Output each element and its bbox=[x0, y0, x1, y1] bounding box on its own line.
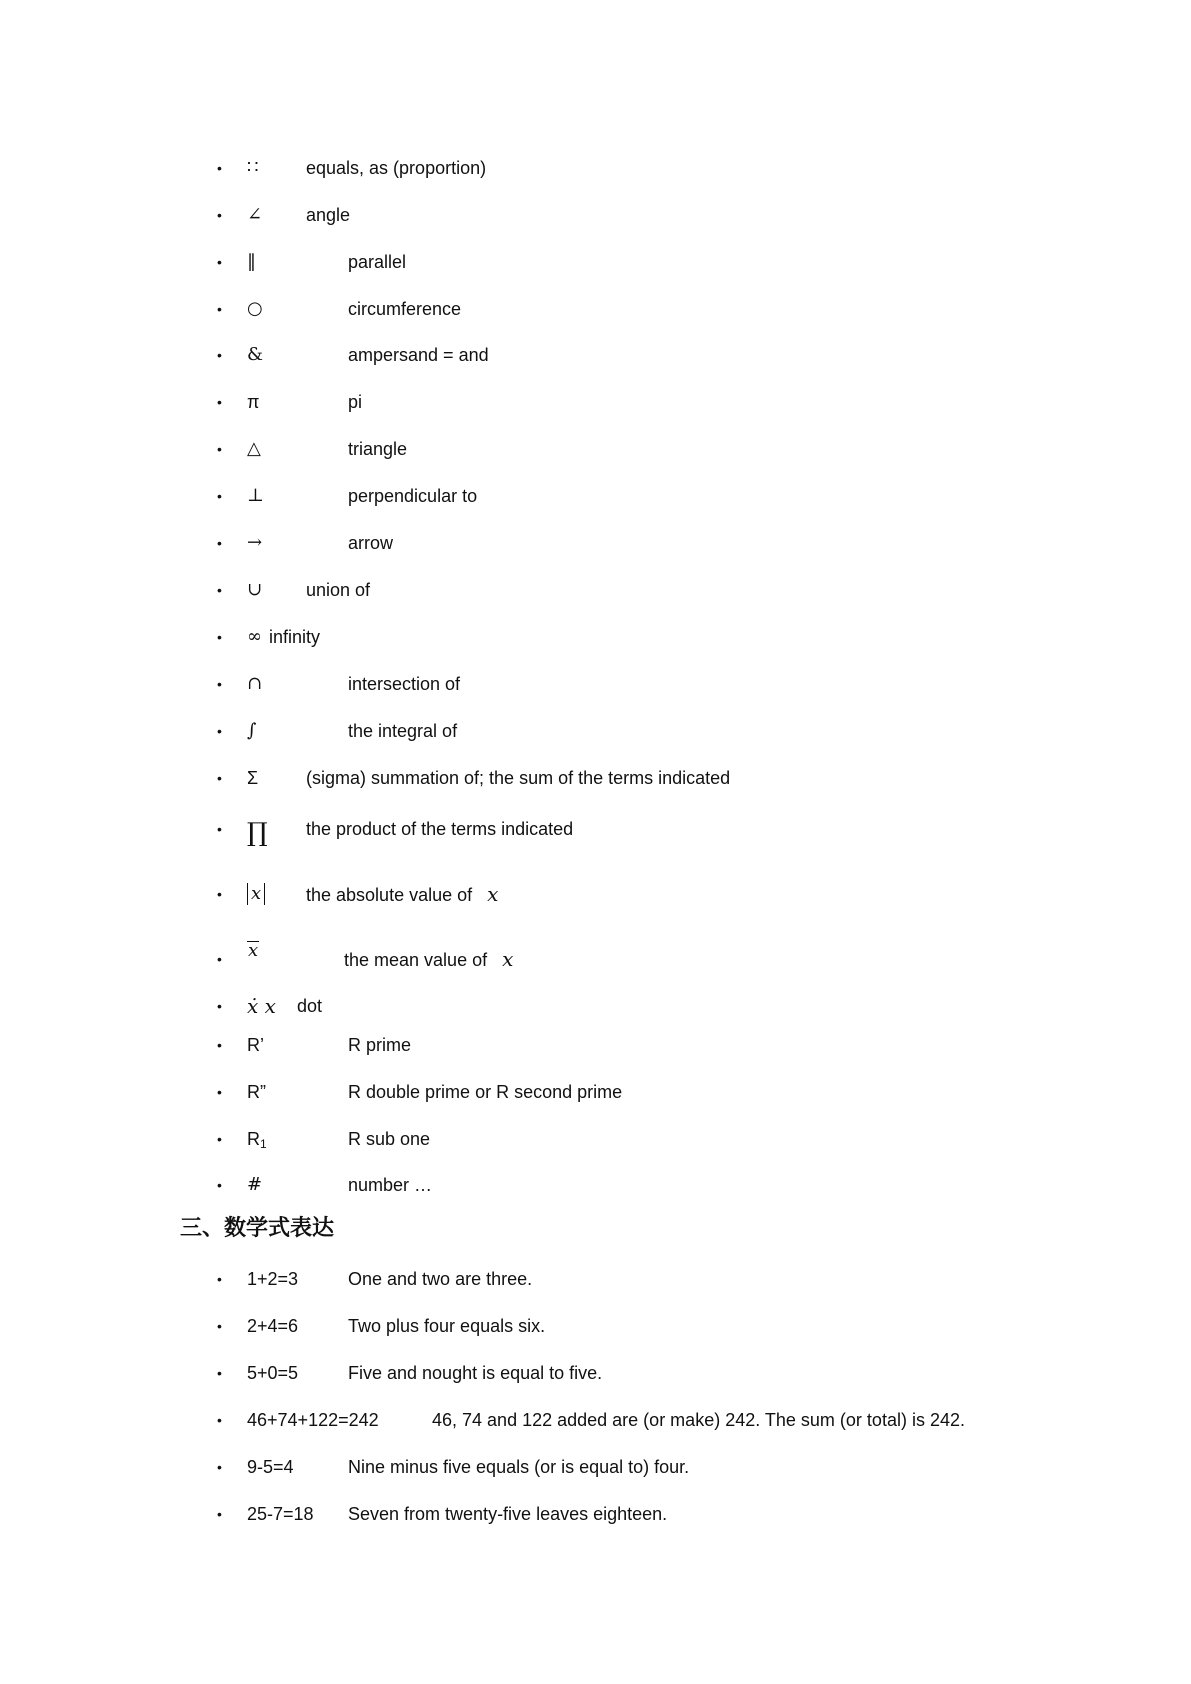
symbol: ○ bbox=[247, 298, 263, 319]
variable: x bbox=[487, 882, 499, 906]
symbol-description: (sigma) summation of; the sum of the terms indicated bbox=[306, 768, 731, 788]
symbol-subscript: 1 bbox=[260, 1137, 267, 1151]
symbol-description: arrow bbox=[348, 533, 394, 553]
symbol-description: ampersand = and bbox=[348, 345, 489, 365]
list-item bbox=[0, 879, 1191, 909]
formula-reading: Two plus four equals six. bbox=[348, 1316, 546, 1336]
bullet: • bbox=[217, 1271, 222, 1287]
list-item bbox=[0, 1311, 1191, 1341]
bullet: • bbox=[217, 629, 222, 645]
symbol bbox=[247, 879, 265, 909]
symbol: ‖ bbox=[247, 251, 256, 272]
symbol: Σ bbox=[247, 768, 259, 788]
bullet: • bbox=[217, 207, 222, 223]
bullet: • bbox=[217, 886, 222, 902]
list-item bbox=[0, 387, 1191, 417]
formula: 25-7=18 bbox=[247, 1504, 314, 1524]
symbol-description bbox=[344, 944, 513, 975]
bullet: • bbox=[217, 770, 222, 786]
symbol: ∩ bbox=[247, 673, 263, 694]
formula: 9-5=4 bbox=[247, 1457, 294, 1477]
symbol-description: union of bbox=[306, 580, 371, 600]
list-item bbox=[0, 763, 1191, 793]
list-item bbox=[0, 1499, 1191, 1529]
formula: 1+2=3 bbox=[247, 1269, 299, 1289]
list-item bbox=[0, 814, 1191, 848]
bullet: • bbox=[217, 582, 222, 598]
description-text: the mean value of bbox=[344, 950, 488, 970]
list-item bbox=[0, 434, 1191, 464]
list-item bbox=[0, 1077, 1191, 1107]
list-item bbox=[0, 528, 1191, 558]
symbol: ẋ x bbox=[247, 994, 276, 1018]
symbol-description bbox=[306, 879, 498, 910]
symbol-description: infinity bbox=[269, 627, 321, 647]
bullet: • bbox=[217, 1459, 222, 1475]
symbol: △ bbox=[247, 438, 261, 459]
bullet: • bbox=[217, 998, 222, 1014]
symbol: ⊥ bbox=[247, 485, 264, 506]
bullet: • bbox=[217, 394, 222, 410]
bullet: • bbox=[217, 1412, 222, 1428]
symbol-description: number … bbox=[348, 1175, 433, 1195]
list-item bbox=[0, 294, 1191, 324]
symbol: ∪ bbox=[247, 579, 263, 600]
list-item bbox=[0, 716, 1191, 746]
symbol: ∞ bbox=[247, 626, 262, 647]
symbol: π bbox=[247, 392, 260, 412]
formula: 46+74+122=242 bbox=[247, 1410, 379, 1430]
variable: x bbox=[502, 947, 514, 971]
list-item bbox=[0, 340, 1191, 370]
list-item bbox=[0, 1030, 1191, 1060]
description-text: the absolute value of bbox=[306, 885, 473, 905]
symbol: ∠ bbox=[247, 204, 263, 225]
symbol-description: intersection of bbox=[348, 674, 461, 694]
formula: 5+0=5 bbox=[247, 1363, 299, 1383]
formula-reading: One and two are three. bbox=[348, 1269, 533, 1289]
bullet: • bbox=[217, 1131, 222, 1147]
symbol-description: circumference bbox=[348, 299, 462, 319]
bullet: • bbox=[217, 254, 222, 270]
list-item bbox=[0, 247, 1191, 277]
list-item bbox=[0, 940, 1191, 974]
symbol-description: the product of the terms indicated bbox=[306, 819, 574, 839]
symbol: ∏ bbox=[247, 818, 268, 848]
symbol-description: the integral of bbox=[348, 721, 458, 741]
list-item bbox=[0, 200, 1191, 230]
formula: 2+4=6 bbox=[247, 1316, 299, 1336]
list-item bbox=[0, 1124, 1191, 1154]
symbol: → bbox=[247, 532, 263, 553]
bullet: • bbox=[217, 441, 222, 457]
list-item bbox=[0, 481, 1191, 511]
symbol: R’ bbox=[247, 1035, 264, 1055]
bullet: • bbox=[217, 1084, 222, 1100]
list-item bbox=[0, 991, 1191, 1021]
list-item bbox=[0, 669, 1191, 699]
symbol: R” bbox=[247, 1082, 266, 1102]
list-item bbox=[0, 1452, 1191, 1482]
section-heading: 三、数学式表达 bbox=[180, 1216, 335, 1241]
symbol-description: triangle bbox=[348, 439, 408, 459]
symbol: & bbox=[247, 344, 264, 365]
bullet: • bbox=[217, 1365, 222, 1381]
symbol-description: R double prime or R second prime bbox=[348, 1082, 623, 1102]
bullet: • bbox=[217, 347, 222, 363]
list-item bbox=[0, 1405, 1191, 1435]
symbol-description: perpendicular to bbox=[348, 486, 478, 506]
symbol-description: R prime bbox=[348, 1035, 412, 1055]
symbol-description: R sub one bbox=[348, 1129, 431, 1149]
bullet: • bbox=[217, 821, 222, 837]
list-item bbox=[0, 1170, 1191, 1200]
formula-reading: Five and nought is equal to five. bbox=[348, 1363, 603, 1383]
mean-notation: x bbox=[248, 940, 259, 961]
list-item bbox=[0, 622, 1191, 652]
bullet: • bbox=[217, 676, 222, 692]
bullet: • bbox=[217, 1177, 222, 1193]
symbol-base: R bbox=[247, 1129, 260, 1149]
bullet: • bbox=[217, 488, 222, 504]
symbol: ∫ bbox=[247, 720, 257, 741]
symbol-description: equals, as (proportion) bbox=[306, 158, 487, 178]
bullet: • bbox=[217, 1506, 222, 1522]
symbol: # bbox=[247, 1174, 263, 1195]
symbol bbox=[247, 936, 259, 966]
symbol bbox=[247, 1124, 267, 1159]
list-item bbox=[0, 1264, 1191, 1294]
bullet: • bbox=[217, 951, 222, 967]
absolute-value-notation: x bbox=[247, 883, 265, 905]
symbol-description: angle bbox=[306, 205, 351, 225]
list-item bbox=[0, 575, 1191, 605]
formula-reading: Nine minus five equals (or is equal to) four. bbox=[348, 1457, 690, 1477]
bullet: • bbox=[217, 301, 222, 317]
symbol-description: dot bbox=[297, 996, 323, 1016]
list-item bbox=[0, 1358, 1191, 1388]
bullet: • bbox=[217, 1318, 222, 1334]
bullet: • bbox=[217, 160, 222, 176]
symbol-description: parallel bbox=[348, 252, 407, 272]
list-item bbox=[0, 153, 1191, 183]
formula-reading: 46, 74 and 122 added are (or make) 242. The sum (or total) is 242. bbox=[432, 1410, 965, 1430]
bullet: • bbox=[217, 535, 222, 551]
symbol-description: pi bbox=[348, 392, 363, 412]
bullet: • bbox=[217, 1037, 222, 1053]
bullet: • bbox=[217, 723, 222, 739]
symbol: ∷ bbox=[247, 157, 259, 178]
formula-reading: Seven from twenty-five leaves eighteen. bbox=[348, 1504, 668, 1524]
